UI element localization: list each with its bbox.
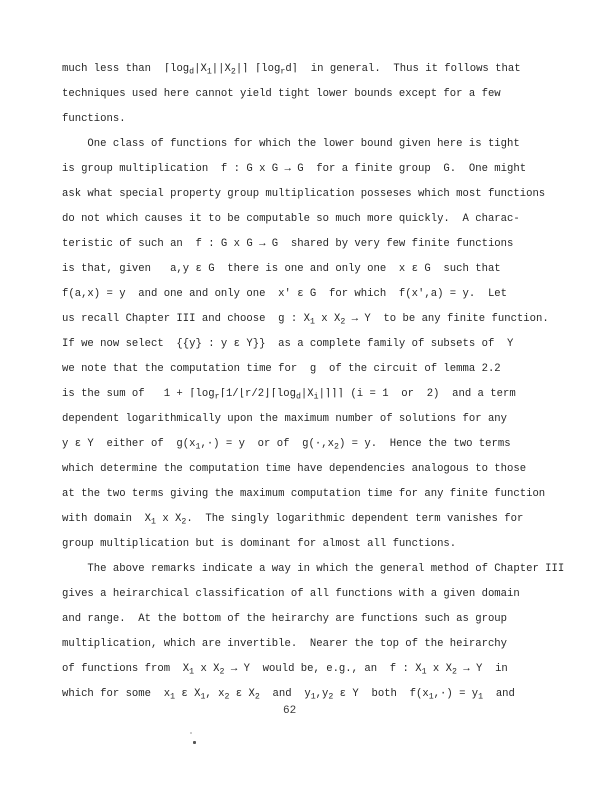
text-line: which determine the computation time have dependencies analogous to those [62, 463, 527, 475]
text-line: multiplication, which are invertible. Nearer the top of the heirarchy [62, 638, 508, 650]
text-line: do not which causes it to be computable so much more quickly. A charac- [62, 213, 520, 225]
text-line: us recall Chapter III and choose g : $X_1$ x $X_2 \to Y$ to be any finite function. [62, 313, 549, 327]
text-line: teristic of such an f : G x G → G shared by very few finite functions [62, 238, 514, 250]
text-line: much less than $⌈\log_d|X_1||X_2|⌉$ $⌈\log_rd⌉$ in general. Thus it follows that [62, 63, 521, 77]
text-line: functions. [62, 113, 126, 125]
scan-speck-faint [190, 732, 192, 734]
text-line: at the two terms giving the maximum computation time for any finite function [62, 488, 546, 500]
text-line: y ε Y either of $g(x_1,\cdot) = y$ or of $g(\cdot,x_2) = y$. Hence the two terms [62, 438, 511, 452]
text-line: ask what special property group multiplication posseses which most functions [62, 188, 546, 200]
text-line: techniques used here cannot yield tight lower bounds except for a few [62, 88, 501, 100]
text-line: with domain $X_1$ x $X_2$. The singly logarithmic dependent term vanishes for [62, 513, 524, 527]
body-text [62, 57, 592, 707]
text-line: gives a heirarchical classification of all functions with a given domain [62, 588, 520, 600]
text-line: If we now select {{y} : y ε Y}} as a complete family of subsets of Y [62, 338, 514, 350]
text-line: we note that the computation time for g of the circuit of lemma 2.2 [62, 363, 501, 375]
text-line: One class of functions for which the lower bound given here is tight [62, 138, 520, 150]
text-line: is that, given a,y ε G there is one and only one x ε G such that [62, 263, 501, 275]
text-line: is group multiplication f : G x G → G for a finite group G. One might [62, 163, 527, 175]
text-line: The above remarks indicate a way in which the general method of Chapter III [62, 563, 565, 575]
text-line: of functions from $X_1$ x $X_2 \to Y$ would be, e.g., an f : $X_1$ x $X_2 \to Y$ in [62, 663, 508, 677]
text-line: dependent logarithmically upon the maximum number of solutions for any [62, 413, 508, 425]
text-line: which for some $x_1$ ε $X_1$, $x_2$ ε $X_2$ and $y_1,y_2$ ε Y both $f(x_1,\cdot) = y_1$ and [62, 688, 515, 702]
text-line: group multiplication but is dominant for almost all functions. [62, 538, 457, 550]
text-line: and range. At the bottom of the heirarchy are functions such as group [62, 613, 508, 625]
text-line: f(a,x) = y and one and only one x′ ε G for which f(x′,a) = y. Let [62, 288, 508, 300]
text-line: is the sum of $1 + ⌈\log_r⌈1/⌊r/2⌋⌈\log_d|X_i|⌉⌉⌉$ (i = 1 or 2) and a term [62, 388, 516, 402]
page-number: 62 [283, 705, 297, 717]
scan-speck [193, 741, 196, 744]
